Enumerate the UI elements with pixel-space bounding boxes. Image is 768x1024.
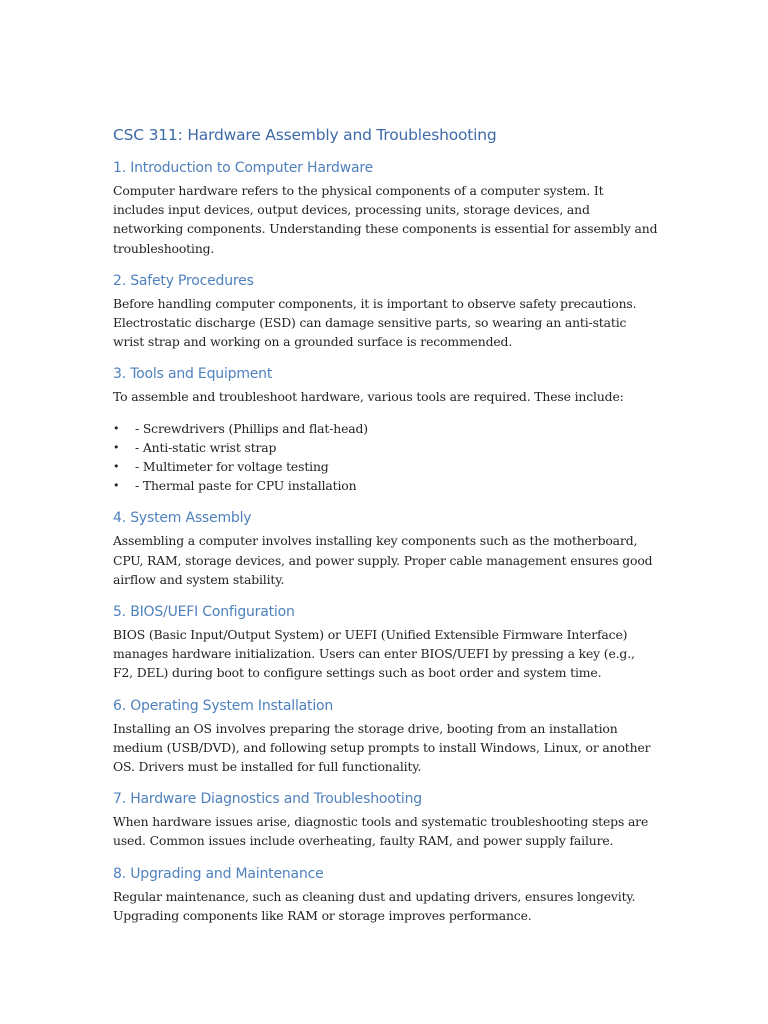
section-upgrading-maintenance: [113, 864, 658, 925]
section-tools-and-equipment: [113, 364, 658, 495]
document-page: [113, 124, 658, 938]
section-heading: 3. Tools and Equipment: [113, 366, 273, 383]
section-heading: 5. BIOS/UEFI Configuration: [113, 604, 295, 621]
section-heading: 1. Introduction to Computer Hardware: [113, 160, 373, 176]
section-paragraph: Installing an OS involves preparing the storage drive, booting from an installation medium (USB/DVD), and following setup prompts to install Windows, Linux, or another OS. Drivers must be installed for full functionality.: [113, 720, 651, 775]
section-hardware-diagnostics: [113, 789, 658, 850]
section-paragraph: Assembling a computer involves installing key components such as the motherboard, CPU, RAM, storage devices, and power supply. Proper cable management ensures good airflow and system stability.: [113, 533, 653, 587]
section-os-installation: [113, 696, 658, 777]
section-paragraph: BIOS (Basic Input/Output System) or UEFI (Unified Extensible Firmware Interface) manages hardware initialization. Users can enter BIOS/UEFI by pressing a key (e.g., F2, DEL) during boot to configure settings such as boot order and system time.: [113, 627, 635, 681]
section-heading: 8. Upgrading and Maintenance: [113, 865, 324, 882]
section-introduction: [113, 158, 658, 258]
document-title: CSC 311: Hardware Assembly and Troubleshooting: [113, 126, 497, 144]
section-safety-procedures: [113, 271, 658, 352]
list-item-text: - Anti-static wrist strap: [135, 439, 277, 455]
list-item-text: - Screwdrivers (Phillips and flat-head): [135, 420, 368, 436]
list-item-text: - Multimeter for voltage testing: [135, 459, 329, 475]
list-item: [113, 438, 658, 457]
section-heading: 6. Operating System Installation: [113, 697, 334, 714]
section-heading: 2. Safety Procedures: [113, 272, 254, 289]
section-heading: 7. Hardware Diagnostics and Troubleshooting: [113, 791, 422, 808]
bullet-icon: •: [113, 421, 120, 435]
section-paragraph: When hardware issues arise, diagnostic tools and systematic troubleshooting steps are used. Common issues include overheating, faulty RAM, and power supply failure.: [113, 814, 649, 849]
bullet-icon: •: [113, 440, 120, 454]
bullet-icon: •: [113, 479, 120, 493]
section-paragraph: Before handling computer components, it is important to observe safety precautions. Electrostatic discharge (ESD) can damage sensitive parts, so wearing an anti-static wrist strap and working on a grounded surface is recommended.: [113, 295, 637, 350]
section-system-assembly: [113, 508, 658, 589]
section-paragraph: To assemble and troubleshoot hardware, various tools are required. These include:: [113, 389, 624, 405]
section-bios-uefi-configuration: [113, 602, 658, 683]
tool-list: [113, 419, 658, 496]
list-item: [113, 476, 658, 495]
section-heading: 4. System Assembly: [113, 510, 252, 527]
section-paragraph: Computer hardware refers to the physical components of a computer system. It includes input devices, output devices, processing units, storage devices, and networking components. Understanding these components is essential for assembly and troubleshooting.: [113, 183, 658, 256]
list-item: [113, 457, 658, 476]
bullet-icon: •: [113, 460, 120, 474]
list-item: [113, 419, 658, 438]
list-item-text: - Thermal paste for CPU installation: [135, 478, 357, 494]
section-paragraph: Regular maintenance, such as cleaning dust and updating drivers, ensures longevity. Upgrading components like RAM or storage improves performance.: [113, 888, 636, 923]
